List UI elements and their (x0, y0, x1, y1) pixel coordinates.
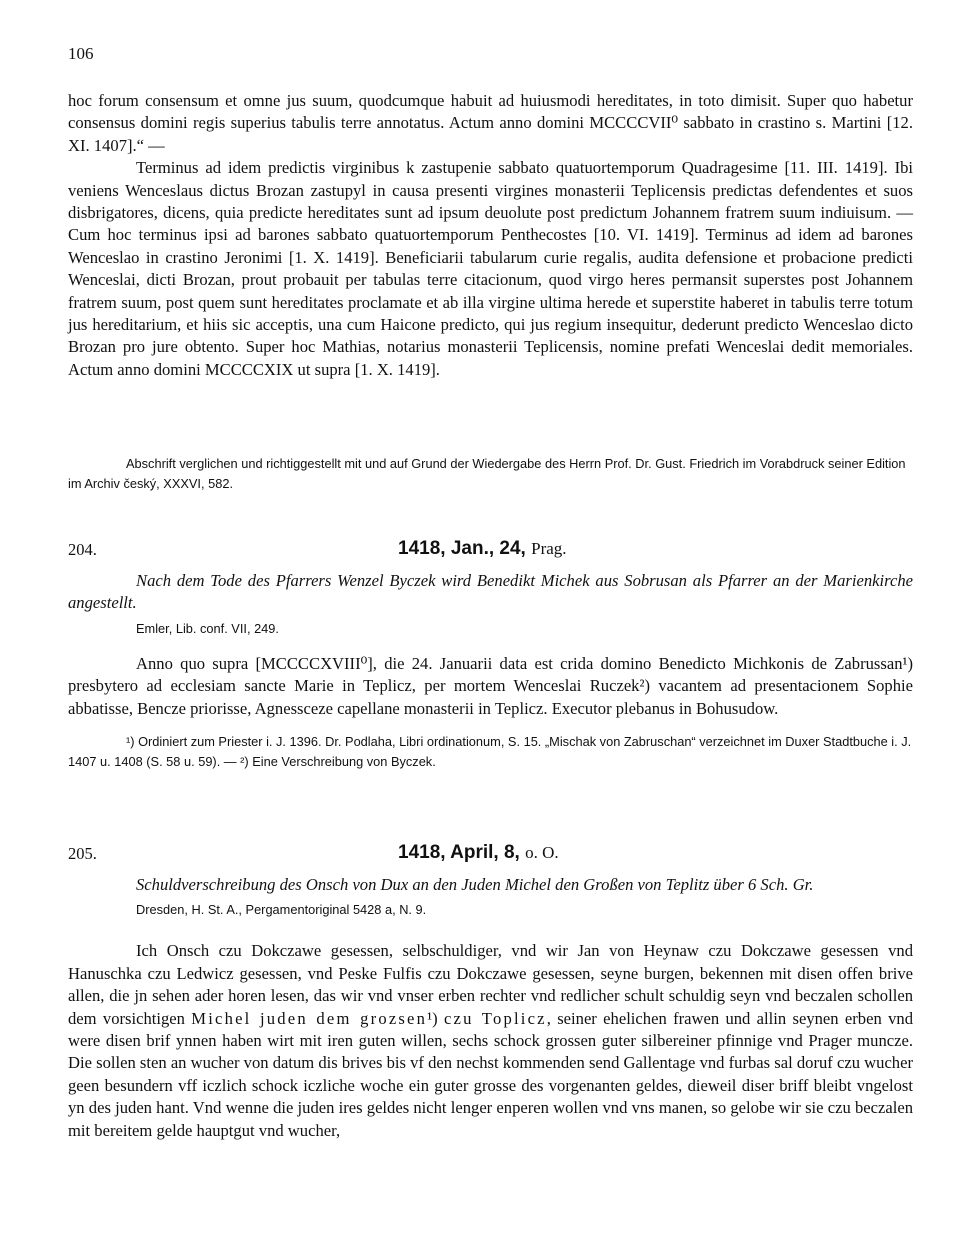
document-204 (68, 538, 913, 772)
prev-document-paragraph-1: hoc forum consensum et omne jus suum, quodcumque habuit ad huiusmodi hereditates, in toto dimisit. Super quo habetur consensus domini regis superius tabulis terre annotatus. Actum anno domini MCCCCVII⁰ sabbato in crastino s. Martini [12. XI. 1407].“ — (68, 91, 913, 155)
document-205-text-part-b: ¹) (427, 1008, 444, 1028)
document-205-source: Dresden, H. St. A., Pergamentoriginal 5428 a, N. 9. (136, 902, 427, 918)
document-204-text: Anno quo supra [MCCCCXVIII⁰], die 24. Januarii data est crida domino Benedicto Michkonis de Zabrussan¹) presbytero ad ecclesiam sancte Marie in Teplicz, per mortem Wenceslai Ruczek²) vacantem ad presentacionem Sophie abbatisse, Bencze priorisse, Agnessceze capellane monasterii in Teplicz. Executor plebanus in Bohusudow. (68, 653, 913, 718)
prev-document-paragraph-2: Terminus ad idem predictis virginibus k zastupenie sabbato quatuortemporum Quadragesime [11. III. 1419]. Ibi veniens Wenceslaus dictus Brozan zastupyl in causa presenti virgines monasterii Teplicensis predictas defendentes et suos disbrigatores, dicens, quia predicte hereditates sunt ad ipsum deuolute post predictum Johannem fratrem suum indiuisum. — Cum hoc terminus ipsi ad barones sabbato quatuortemporum Penthecostes [10. VI. 1419]. Terminus ad idem ad barones Wenceslao in crastino Jeronimi [1. X. 1419]. Beneficiarii tabularum curie regalis, audita defensione et probacione predicti Wenceslai, dicti Brozan, prout probauit per tabulas terre citacionum, quod virgo heres permansit superstes post Johannem fratrem suum, post quem sunt hereditates proclamate et ab illa virgine ultima herede et superstite haberet in tabulis terre totum jus hereditarium, et hiis sic acceptis, una cum Haicone predicto, qui jus regium insequitur, dederunt predicto Wenceslao dicto Brozan pro jure obtento. Super hoc Mathias, notarius monasterii Teplicensis, nomine prefati Wenceslai dedit memoriales. Actum anno domini MCCCCXIX ut supra [1. X. 1419]. (68, 158, 913, 379)
document-204-place: Prag. (531, 539, 567, 558)
document-205-text-part-c: , seiner ehelichen frawen und allin seynen erben vnd were disen brif ynnen haben wirt mit iren guten willen, sechs schock grossen guter silbereiner pfinnige vnd Prager muncze. Die sollen sten an wucher von datum dis brives bis vf den nechst kommenden send Gallentage vnd furbas sal doruf czu wucher geen besundern vff iczlich schock iczliche woche ein guter grosse des vorgenanten geldes, dieweil diser briff bleibt vngelost yn des juden hant. Vnd wenne die juden ires geldes nicht lenger enperen wollen vnd vns manen, so gelobe wir sie czu beczalen mit bereitem gelde hauptgut vnd wucher, (68, 1008, 913, 1140)
document-205-spaced-name-2: czu Toplicz (443, 1008, 547, 1028)
document-204-heading (68, 538, 913, 566)
document-204-date-text: 1418, Jan., 24, (398, 538, 526, 559)
page-number: 106 (68, 44, 94, 63)
document-204-footnote: ¹) Ordiniert zum Priester i. J. 1396. Dr. Podlaha, Libri ordinationum, S. 15. „Mischak von Zabruschan“ verzeichnet im Duxer Stadtbuche i. J. 1407 u. 1408 (S. 58 u. 59). — ²) Eine Verschreibung von Byczek. (68, 734, 912, 770)
prev-document-note: Abschrift verglichen und richtiggestellt mit und auf Grund der Wiedergabe des Herrn Prof. Dr. Gust. Friedrich im Vorabdruck seiner Edition im Archiv český, XXXVI, 582. (68, 456, 906, 491)
document-205-heading (68, 842, 913, 870)
document-205-date (398, 842, 559, 864)
document-204-source: Emler, Lib. conf. VII, 249. (136, 620, 279, 636)
document-205-text (68, 940, 913, 1142)
document-205 (68, 842, 913, 1142)
document-205-spaced-name-1: Michel juden dem grozsen (191, 1008, 428, 1028)
document-205-regest: Schuldverschreibung des Onsch von Dux an den Juden Michel den Großen von Teplitz über 6 Sch. Gr. (136, 875, 814, 894)
document-204-regest: Nach dem Tode des Pfarrers Wenzel Byczek wird Benedikt Michek aus Sobrusan als Pfarrer an der Marienkirche angestellt. (68, 571, 913, 613)
document-204-date (398, 538, 567, 560)
document-205-date-text: 1418, April, 8, (398, 842, 520, 863)
document-205-text-part-a: Ich Onsch czu Dokczawe gesessen, selbschuldiger, vnd wir Jan von Heynaw czu Dokczawe gesessen vnd Hanuschka czu Ledwicz gesessen, vnd Peske Fulfis czu Dokczawe gesessen, seyne burgen, bekennen mit disen offen brive allen, die jn sehen ader horen lesen, das wir vnd vnser erben rechter vnd redlicher schult schuldig seyn vnd beczalen schollen dem vorsichtigen (68, 941, 913, 1028)
document-205-number: 205. (68, 844, 97, 863)
document-205-place: o. O. (525, 843, 559, 862)
document-204-number: 204. (68, 540, 97, 559)
